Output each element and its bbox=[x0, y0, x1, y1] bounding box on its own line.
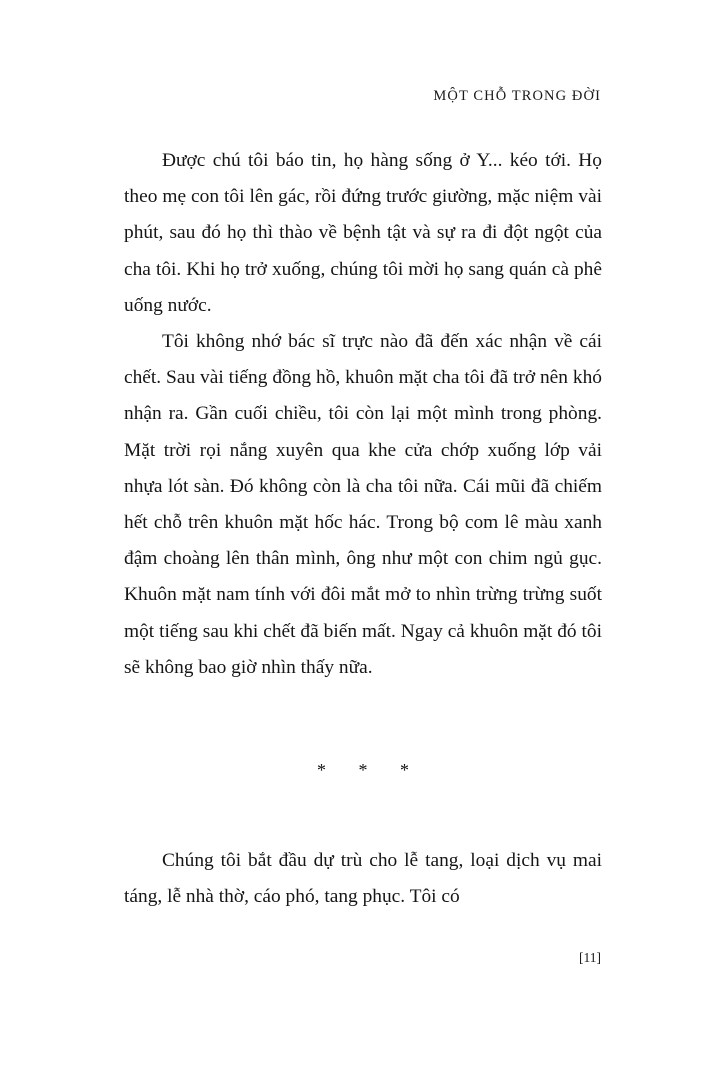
body-text-block bbox=[124, 143, 602, 686]
paragraph: Chúng tôi bắt đầu dự trù cho lễ tang, loại dịch vụ mai táng, lễ nhà thờ, cáo phó, tang phục. Tôi có bbox=[124, 850, 602, 908]
section-break-ornament: * * * bbox=[317, 760, 423, 780]
page-number: [11] bbox=[579, 950, 601, 965]
body-text-block-continued bbox=[124, 843, 602, 915]
paragraph: Tôi không nhớ bác sĩ trực nào đã đến xác nhận về cái chết. Sau vài tiếng đồng hồ, khuôn mặt cha tôi đã trở nên khó nhận ra. Gần cuối chiều, tôi còn lại một mình trong phòng. Mặt trời rọi nắng xuyên qua khe cửa chớp xuống lớp vải nhựa lót sàn. Đó không còn là cha tôi nữa. Cái mũi đã chiếm hết chỗ trên khuôn mặt hốc hác. Trong bộ com lê màu xanh đậm choàng lên thân mình, ông như một con chim ngủ gục. Khuôn mặt nam tính với đôi mắt mở to nhìn trừng trừng suốt một tiếng sau khi chết đã biến mất. Ngay cả khuôn mặt đó tôi sẽ không bao giờ nhìn thấy nữa. bbox=[124, 331, 602, 678]
paragraph: Được chú tôi báo tin, họ hàng sống ở Y... kéo tới. Họ theo mẹ con tôi lên gác, rồi đứng trước giường, mặc niệm vài phút, sau đó họ thì thào về bệnh tật và sự ra đi đột ngột của cha tôi. Khi họ trở xuống, chúng tôi mời họ sang quán cà phê uống nước. bbox=[124, 150, 602, 316]
running-head: MỘT CHỖ TRONG ĐỜI bbox=[433, 88, 601, 104]
